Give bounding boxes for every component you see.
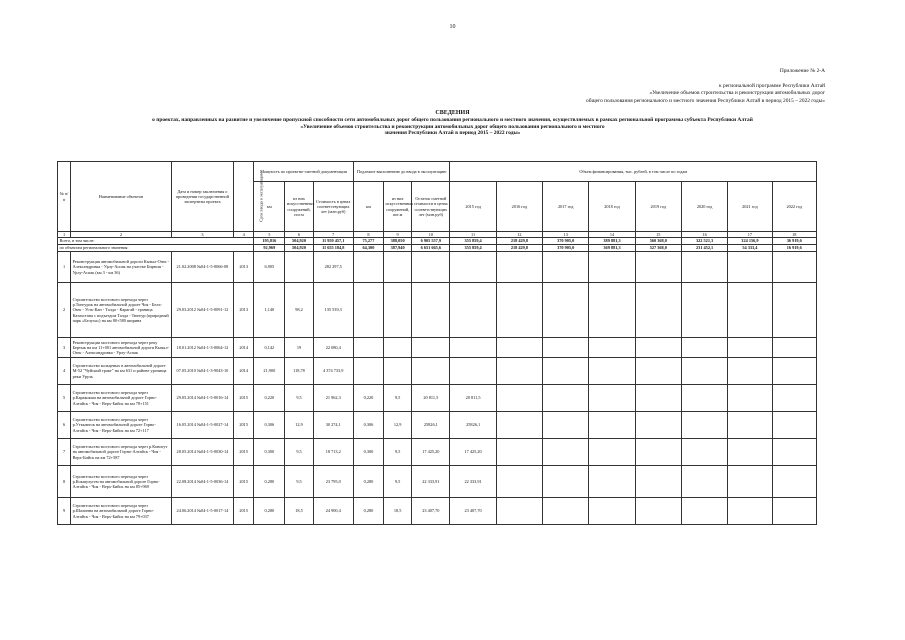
cell-cost: 18 713,2 <box>313 439 353 466</box>
commissioning-year: 2015 <box>234 385 254 412</box>
cell-km2 <box>353 252 383 283</box>
year-value <box>589 498 635 525</box>
totals-year-value: 218 429,8 <box>496 245 542 252</box>
year-value <box>635 439 681 466</box>
appendix-line: «Увеличение объемов строительства и реконструкции автомобильных дорог <box>649 90 825 97</box>
cell-art: 9,5 <box>285 466 313 498</box>
cell-rest: 20 811,5 <box>412 385 450 412</box>
header-no: № п/п <box>58 162 71 232</box>
cell-art2: 9,5 <box>384 439 412 466</box>
cell-art: 19 <box>285 338 313 358</box>
header-doc: Дата и номер заключения о проведении государственной экспертизы проекта <box>171 162 233 232</box>
cell-km2 <box>353 358 383 385</box>
totals-year-value: 369 881,3 <box>589 245 635 252</box>
year-value <box>543 283 589 338</box>
row-number: 4 <box>58 358 71 385</box>
expertise-date: 24.06.2014 №04-1-5-0017-14 <box>171 498 233 525</box>
year-value <box>450 358 496 385</box>
year-value <box>681 385 727 412</box>
title-heading: СВЕДЕНИЯ <box>435 110 470 116</box>
cell-rest <box>412 252 450 283</box>
header-rest: Остаток сметной стоимости в ценах соответствующих лет (млн.руб) <box>412 182 450 232</box>
column-number: 15 <box>635 232 681 238</box>
totals-art2: 388,050 <box>384 238 412 245</box>
year-value <box>450 338 496 358</box>
year-value <box>728 252 772 283</box>
year-value <box>772 252 816 283</box>
table-row <box>58 439 817 466</box>
year-value <box>772 412 816 439</box>
column-number: 8 <box>353 232 383 238</box>
totals-year-value: 370 905,0 <box>543 238 589 245</box>
totals-art: 504,920 <box>285 238 313 245</box>
object-name: Строительство мостового перехода через р.Шалинна на автомобильной дороге Горно-Алтайск - Чоя - Верх-Бийск на км 79+037 <box>71 498 172 525</box>
cell-rest <box>412 338 450 358</box>
row-number: 3 <box>58 338 71 358</box>
year-value <box>681 358 727 385</box>
cell-km2: 0,220 <box>353 385 383 412</box>
year-value <box>589 466 635 498</box>
year-value <box>543 358 589 385</box>
cell-rest: 17 425,20 <box>412 439 450 466</box>
cell-art2: 9,5 <box>384 466 412 498</box>
cell-km: 6,905 <box>254 252 285 283</box>
header-year-2016: 2016 год <box>496 182 542 232</box>
year-value <box>681 498 727 525</box>
year-value <box>772 466 816 498</box>
totals-year-value: 389 881,3 <box>589 238 635 245</box>
year-value <box>543 338 589 358</box>
header-year-2019: 2019 год <box>635 182 681 232</box>
column-number: 2 <box>71 232 172 238</box>
totals-year-value: 231 452,1 <box>681 245 727 252</box>
totals-year-value: 560 368,0 <box>635 238 681 245</box>
year-value <box>728 358 772 385</box>
year-value <box>772 358 816 385</box>
cell-cost: 282 297,5 <box>313 252 353 283</box>
year-value <box>728 385 772 412</box>
commissioning-year: 2015 <box>234 439 254 466</box>
year-value <box>450 252 496 283</box>
year-value <box>543 412 589 439</box>
year-value: 17 425,20 <box>450 439 496 466</box>
expertise-date: 18.01.2012 №04-1-3-0064-12 <box>171 338 233 358</box>
commissioning-year: 2014 <box>234 358 254 385</box>
cell-rest <box>412 358 450 385</box>
column-number: 10 <box>412 232 450 238</box>
column-number: 6 <box>285 232 313 238</box>
cell-cost: 4 374 733,9 <box>313 358 353 385</box>
cell-km: 0,300 <box>254 439 285 466</box>
cell-art: 98,2 <box>285 283 313 338</box>
header-year-2022: 2022 год <box>772 182 816 232</box>
totals-year-value: 36 919,6 <box>772 238 816 245</box>
totals-km2: 75,277 <box>353 238 383 245</box>
year-value <box>589 358 635 385</box>
cell-km2: 0,300 <box>353 439 383 466</box>
cell-km: 0,306 <box>254 412 285 439</box>
year-value <box>728 338 772 358</box>
cell-art <box>285 252 313 283</box>
page-number: 10 <box>449 24 456 30</box>
cell-rest: 25826,1 <box>412 412 450 439</box>
cell-km2: 0,280 <box>353 466 383 498</box>
cell-art: 18,5 <box>285 498 313 525</box>
totals-label: Всего, в том числе: <box>58 238 254 245</box>
cell-rest: 23 407,70 <box>412 498 450 525</box>
year-value <box>728 412 772 439</box>
row-number: 5 <box>58 385 71 412</box>
totals-year-value: 54 333,4 <box>728 245 772 252</box>
totals-art: 504,920 <box>285 245 313 252</box>
year-value: 23 407,70 <box>450 498 496 525</box>
year-value <box>728 466 772 498</box>
year-value <box>681 252 727 283</box>
row-number: 1 <box>58 252 71 283</box>
year-value <box>496 283 542 338</box>
cell-art: 118,78 <box>285 358 313 385</box>
cell-km2 <box>353 338 383 358</box>
table-row <box>58 385 817 412</box>
cell-km2: 0,306 <box>353 412 383 439</box>
cell-cost: 23 795,0 <box>313 466 353 498</box>
cell-km: 0,280 <box>254 498 285 525</box>
row-number: 7 <box>58 439 71 466</box>
year-value <box>772 338 816 358</box>
year-value <box>681 466 727 498</box>
cell-km: 0,220 <box>254 385 285 412</box>
year-value <box>635 358 681 385</box>
cell-cost: 24 900,4 <box>313 498 353 525</box>
year-value <box>496 252 542 283</box>
totals-row <box>58 238 817 245</box>
projects-table <box>57 161 817 525</box>
object-name: Строительство мостового перехода через р.Тонгурок на автомобильной дороге Чоя - Бель-Озек - Усть-Кан - Талда - Карагай - граница Казахстана с подъездом Талда - Тюнгур (природный парк «Белуха») на км 80+580 ширина <box>71 283 172 338</box>
column-number: 5 <box>254 232 285 238</box>
totals-km: 92,969 <box>254 245 285 252</box>
table-row <box>58 252 817 283</box>
cell-rest: 22 333,91 <box>412 466 450 498</box>
year-value: 25826,1 <box>450 412 496 439</box>
appendix-header <box>325 68 825 105</box>
header-art: из них искусственных сооружений, пог.м <box>285 182 313 232</box>
year-value <box>450 283 496 338</box>
totals-cost: 11 655 184,8 <box>313 245 353 252</box>
column-number: 7 <box>313 232 353 238</box>
totals-year-value: 324 156,9 <box>728 238 772 245</box>
year-value <box>543 498 589 525</box>
year-value <box>589 283 635 338</box>
header-year-2017: 2017 год <box>543 182 589 232</box>
header-cost: Стоимость в ценах соответствующих лет (млн.руб) <box>313 182 353 232</box>
header-year-2018: 2018 год <box>589 182 635 232</box>
appendix-title: Приложение № 2-А <box>779 68 825 74</box>
cell-cost: 22 080,4 <box>313 338 353 358</box>
column-number: 18 <box>772 232 816 238</box>
cell-art2 <box>384 338 412 358</box>
totals-year-value: 355 859,4 <box>450 238 496 245</box>
commissioning-year: 2014 <box>234 338 254 358</box>
table-row <box>58 283 817 338</box>
commissioning-year: 2015 <box>234 466 254 498</box>
year-value: 22 333,91 <box>450 466 496 498</box>
year-value <box>496 439 542 466</box>
cell-km: 0,142 <box>254 338 285 358</box>
cell-km: 0,280 <box>254 466 285 498</box>
cell-cost: 135 539,3 <box>313 283 353 338</box>
year-value <box>728 283 772 338</box>
expertise-date: 29.03.2012 №04-1-5-0091-12 <box>171 283 233 338</box>
column-number: 11 <box>450 232 496 238</box>
object-name: Строительство мостового перехода через р.Уткыюгок на автомобильной дороге Горно-Алтайск - Чоя - Верх-Бийск на км 72+117 <box>71 412 172 439</box>
year-value: 20 811,5 <box>450 385 496 412</box>
column-number: 16 <box>681 232 727 238</box>
year-value <box>543 385 589 412</box>
totals-art2: 387,940 <box>384 245 412 252</box>
year-value <box>635 498 681 525</box>
cell-km2: 0,280 <box>353 498 383 525</box>
totals-rest: 6 905 557,9 <box>412 238 450 245</box>
cell-art: 9,5 <box>285 439 313 466</box>
year-value <box>496 338 542 358</box>
cell-art: 9,5 <box>285 385 313 412</box>
year-value <box>589 338 635 358</box>
object-name: Строительство мостового перехода через р.Кокшулугем на автомобильной дороге Горно-Алтайск - Чоя - Верх-Бийск на км 85+969 <box>71 466 172 498</box>
year-value <box>543 252 589 283</box>
header-power-group: Мощность по проектно-сметной документации <box>254 162 354 182</box>
row-number: 6 <box>58 412 71 439</box>
table-row <box>58 466 817 498</box>
expertise-date: 22.08.2014 №04-1-5-0036-14 <box>171 466 233 498</box>
year-value <box>728 439 772 466</box>
year-value <box>728 498 772 525</box>
header-km2: км <box>353 182 383 232</box>
document-title <box>40 110 865 137</box>
year-value <box>681 439 727 466</box>
cell-art2 <box>384 252 412 283</box>
commissioning-year: 2013 <box>234 283 254 338</box>
year-value <box>496 412 542 439</box>
year-value <box>496 498 542 525</box>
table-row <box>58 358 817 385</box>
year-value <box>589 252 635 283</box>
year-value <box>543 466 589 498</box>
column-number: 4 <box>234 232 254 238</box>
year-value <box>772 439 816 466</box>
totals-row <box>58 245 817 252</box>
header-remain-group: Подлежит выполнению до ввода в эксплуатацию <box>353 162 450 182</box>
totals-year-value: 370 905,0 <box>543 245 589 252</box>
year-value <box>635 412 681 439</box>
object-name: Строительство кольцевых в автомобильной дороге М-52 "Чуйский тракт" на км 631 и районе урочища реки Уруль <box>71 358 172 385</box>
totals-km: 195,816 <box>254 238 285 245</box>
table-row <box>58 412 817 439</box>
object-name: Строительство мостового перехода через р.Каракокша на автомобильной дороге Горно-Алтайск - Чоя - Верх-Бийск на км 78+151 <box>71 385 172 412</box>
cell-km: 1,140 <box>254 283 285 338</box>
cell-km: 21,900 <box>254 358 285 385</box>
header-name: Наименование объектов <box>71 162 172 232</box>
expertise-date: 07.05.2010 №04-1-3-9043-10 <box>171 358 233 385</box>
column-number: 17 <box>728 232 772 238</box>
commissioning-year: 2013 <box>234 252 254 283</box>
cell-km2 <box>353 283 383 338</box>
cell-art: 12,9 <box>285 412 313 439</box>
year-value <box>635 466 681 498</box>
year-value <box>681 338 727 358</box>
table-row <box>58 498 817 525</box>
title-line: о проектах, направленных на развитие и увеличение пропускной способности сети автомобильных дорог общего пользования регионального и местного значения, осуществляемых в рамках региональной программы субъекта Республики Алтай <box>152 117 753 123</box>
totals-km2: 64,300 <box>353 245 383 252</box>
cell-art2 <box>384 358 412 385</box>
totals-cost: 11 959 457,1 <box>313 238 353 245</box>
cell-cost: 21 962,3 <box>313 385 353 412</box>
totals-rest: 6 651 665,6 <box>412 245 450 252</box>
header-deadline <box>234 162 264 232</box>
cell-art2: 18,5 <box>384 498 412 525</box>
row-number: 2 <box>58 283 71 338</box>
appendix-line: к региональной программе Республики Алтай <box>719 82 825 89</box>
object-name: Реконструкция автомобильной дороги Кызыл-Озек - Александровка - Урлу-Аспак на участке Бирюля - Урлу-Аспак (км 3 - км 36) <box>71 252 172 283</box>
year-value <box>496 358 542 385</box>
year-value <box>543 439 589 466</box>
year-value <box>772 385 816 412</box>
cell-cost: 30 274,1 <box>313 412 353 439</box>
year-value <box>635 338 681 358</box>
commissioning-year: 2015 <box>234 412 254 439</box>
column-number: 3 <box>171 232 233 238</box>
year-value <box>589 412 635 439</box>
cell-art2: 9,5 <box>384 385 412 412</box>
header-deadline-text: Срок ввода в эксплуатацию <box>258 171 264 222</box>
year-value <box>635 385 681 412</box>
year-value <box>589 439 635 466</box>
title-line: «Увеличение объемов строительства и реконструкции автомобильных дорог общего пользования регионального и местного <box>300 123 605 130</box>
header-art2: из них искусственных сооружений, пог.м <box>384 182 412 232</box>
object-name: Строительство мостового перехода через р.Конигут на автомобильной дороге Горно-Алтайск - Чоя - Верх-Бийск на км 72+587 <box>71 439 172 466</box>
totals-label: по объектам регионального значения: <box>58 245 254 252</box>
table-row <box>58 338 817 358</box>
cell-rest <box>412 283 450 338</box>
totals-year-value: 16 919,6 <box>772 245 816 252</box>
column-number: 14 <box>589 232 635 238</box>
appendix-line: общего пользования регионального и местного значения Республики Алтай в период 2015 – 2022 годы» <box>586 97 825 104</box>
row-number: 9 <box>58 498 71 525</box>
column-number: 1 <box>58 232 71 238</box>
year-value <box>681 412 727 439</box>
year-value <box>681 283 727 338</box>
year-value <box>772 498 816 525</box>
totals-year-value: 355 859,4 <box>450 245 496 252</box>
header-financing-group: Объем финансирования, тыс. рублей, в том числе по годам <box>450 162 817 182</box>
expertise-date: 29.05.2014 №04-1-5-0016-14 <box>171 385 233 412</box>
header-year-2021: 2021 год <box>728 182 772 232</box>
column-number: 9 <box>384 232 412 238</box>
totals-year-value: 527 368,0 <box>635 245 681 252</box>
year-value <box>496 466 542 498</box>
expertise-date: 16.05.2014 №04-1-5-0027-14 <box>171 412 233 439</box>
row-number: 8 <box>58 466 71 498</box>
year-value <box>496 385 542 412</box>
totals-year-value: 322 521,3 <box>681 238 727 245</box>
year-value <box>772 283 816 338</box>
year-value <box>589 385 635 412</box>
expertise-date: 21.02.2008 №04-1-5-0066-08 <box>171 252 233 283</box>
object-name: Реконструкция мостового перехода через реку Бертык на км 11+001 автомобильной дороги Кызыл-Озек - Александровка - Урлу-Аспак <box>71 338 172 358</box>
commissioning-year: 2015 <box>234 498 254 525</box>
column-number: 12 <box>496 232 542 238</box>
header-km: км <box>254 182 285 232</box>
totals-year-value: 218 429,8 <box>496 238 542 245</box>
header-year-2015: 2015 год <box>450 182 496 232</box>
column-number: 13 <box>543 232 589 238</box>
year-value <box>635 252 681 283</box>
expertise-date: 28.05.2014 №04-1-5-0030-14 <box>171 439 233 466</box>
title-line: значения Республики Алтай в период 2015 – 2022 годы» <box>384 130 521 137</box>
cell-art2 <box>384 283 412 338</box>
year-value <box>635 283 681 338</box>
cell-art2: 12,9 <box>384 412 412 439</box>
header-year-2020: 2020 год <box>681 182 727 232</box>
